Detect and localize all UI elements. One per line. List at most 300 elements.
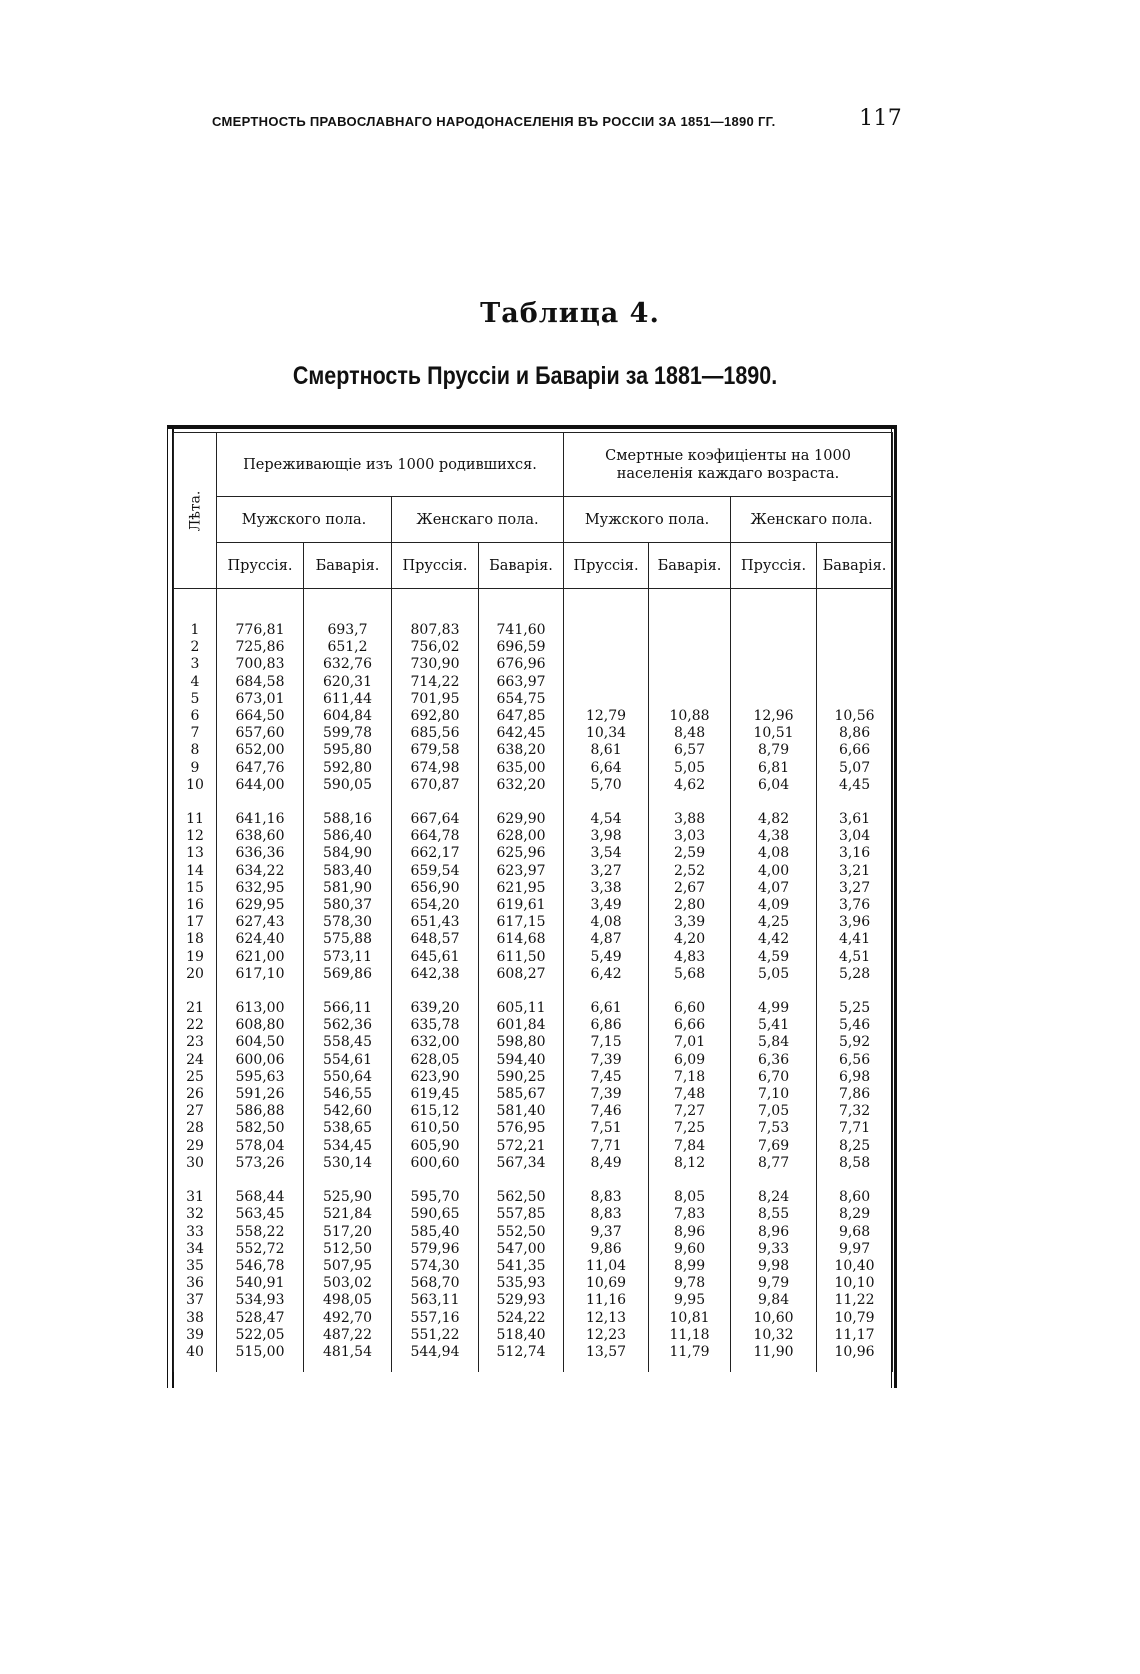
cell-coef-m-prussia: 6,42 <box>564 966 649 983</box>
cell-coef-m-bavaria <box>649 674 731 691</box>
cell-surv-m-bavaria: 512,50 <box>304 1241 392 1258</box>
cell-surv-f-prussia: 632,00 <box>392 1034 479 1051</box>
cell-surv-m-prussia: 568,44 <box>217 1189 304 1206</box>
cell-coef-f-bavaria <box>817 691 893 708</box>
cell-coef-f-bavaria: 5,92 <box>817 1034 893 1051</box>
spacer-cell <box>817 794 893 811</box>
cell-coef-m-prussia: 8,61 <box>564 742 649 759</box>
cell-surv-f-bavaria: 601,84 <box>479 1017 564 1034</box>
spacer-cell <box>564 1172 649 1189</box>
cell-surv-f-bavaria: 562,50 <box>479 1189 564 1206</box>
spacer-cell <box>479 983 564 1000</box>
cell-surv-m-bavaria: 498,05 <box>304 1292 392 1309</box>
spacer-cell <box>649 983 731 1000</box>
table-row <box>174 1327 893 1344</box>
cell-coef-m-bavaria: 7,83 <box>649 1206 731 1223</box>
spacer-cell <box>731 589 817 623</box>
cell-surv-f-prussia: 642,38 <box>392 966 479 983</box>
cell-surv-f-bavaria: 663,97 <box>479 674 564 691</box>
cell-coef-m-prussia <box>564 674 649 691</box>
cell-surv-m-bavaria: 558,45 <box>304 1034 392 1051</box>
spacer-cell <box>817 983 893 1000</box>
cell-coef-m-prussia: 7,71 <box>564 1138 649 1155</box>
cell-yr: 1 <box>174 622 217 639</box>
cell-coef-m-bavaria: 8,99 <box>649 1258 731 1275</box>
spacer-cell <box>479 1361 564 1372</box>
cell-surv-f-bavaria: 535,93 <box>479 1275 564 1292</box>
cell-coef-f-prussia: 8,96 <box>731 1224 817 1241</box>
cell-surv-f-bavaria: 625,96 <box>479 845 564 862</box>
cell-surv-m-prussia: 627,43 <box>217 914 304 931</box>
cell-surv-f-prussia: 595,70 <box>392 1189 479 1206</box>
cell-surv-m-prussia: 632,95 <box>217 880 304 897</box>
cell-surv-m-prussia: 776,81 <box>217 622 304 639</box>
cell-surv-f-bavaria: 676,96 <box>479 656 564 673</box>
cell-surv-m-prussia: 546,78 <box>217 1258 304 1275</box>
cell-surv-f-prussia: 615,12 <box>392 1103 479 1120</box>
cell-coef-f-prussia: 7,69 <box>731 1138 817 1155</box>
cell-surv-f-bavaria: 628,00 <box>479 828 564 845</box>
cell-coef-f-prussia: 4,42 <box>731 931 817 948</box>
cell-surv-f-prussia: 659,54 <box>392 863 479 880</box>
table-row <box>174 1069 893 1086</box>
cell-surv-m-bavaria: 503,02 <box>304 1275 392 1292</box>
cell-coef-f-bavaria: 8,86 <box>817 725 893 742</box>
cell-yr: 32 <box>174 1206 217 1223</box>
cell-coef-m-bavaria <box>649 622 731 639</box>
table-row <box>174 1103 893 1120</box>
cell-coef-m-prussia: 3,38 <box>564 880 649 897</box>
table-row <box>174 845 893 862</box>
table-row <box>174 811 893 828</box>
table-title: Смертность Пруссіи и Баваріи за 1881—1890. <box>292 362 778 390</box>
cell-surv-f-prussia: 628,05 <box>392 1052 479 1069</box>
cell-coef-f-bavaria: 10,40 <box>817 1258 893 1275</box>
cell-coef-f-bavaria <box>817 639 893 656</box>
spacer-cell <box>731 983 817 1000</box>
cell-surv-m-prussia: 634,22 <box>217 863 304 880</box>
cell-coef-m-prussia: 4,08 <box>564 914 649 931</box>
table-row <box>174 1275 893 1292</box>
cell-coef-m-bavaria: 7,01 <box>649 1034 731 1051</box>
spacer-cell <box>174 589 217 623</box>
cell-surv-m-prussia: 641,16 <box>217 811 304 828</box>
col-header-bavaria: Баварія. <box>304 543 392 589</box>
cell-coef-f-bavaria: 6,66 <box>817 742 893 759</box>
cell-coef-f-bavaria: 9,68 <box>817 1224 893 1241</box>
cell-surv-f-bavaria: 585,67 <box>479 1086 564 1103</box>
cell-surv-f-prussia: 574,30 <box>392 1258 479 1275</box>
spacer-cell <box>304 794 392 811</box>
cell-surv-m-prussia: 582,50 <box>217 1120 304 1137</box>
cell-surv-f-bavaria: 642,45 <box>479 725 564 742</box>
cell-surv-m-prussia: 629,95 <box>217 897 304 914</box>
cell-surv-m-prussia: 673,01 <box>217 691 304 708</box>
spacer-row <box>174 1172 893 1189</box>
cell-surv-f-bavaria: 619,61 <box>479 897 564 914</box>
cell-surv-f-prussia: 714,22 <box>392 674 479 691</box>
cell-coef-f-bavaria: 6,98 <box>817 1069 893 1086</box>
cell-surv-f-bavaria: 524,22 <box>479 1310 564 1327</box>
cell-yr: 12 <box>174 828 217 845</box>
cell-surv-f-prussia: 674,98 <box>392 760 479 777</box>
cell-coef-m-bavaria: 2,67 <box>649 880 731 897</box>
cell-surv-m-prussia: 558,22 <box>217 1224 304 1241</box>
cell-surv-f-prussia: 730,90 <box>392 656 479 673</box>
cell-coef-m-prussia: 7,39 <box>564 1086 649 1103</box>
spacer-cell <box>649 1172 731 1189</box>
cell-coef-m-bavaria: 9,78 <box>649 1275 731 1292</box>
cell-surv-f-bavaria: 621,95 <box>479 880 564 897</box>
cell-coef-m-bavaria: 8,96 <box>649 1224 731 1241</box>
cell-surv-f-bavaria: 654,75 <box>479 691 564 708</box>
spacer-cell <box>479 1172 564 1189</box>
cell-surv-m-bavaria: 632,76 <box>304 656 392 673</box>
cell-coef-m-prussia: 10,69 <box>564 1275 649 1292</box>
cell-coef-f-prussia <box>731 691 817 708</box>
cell-coef-m-prussia <box>564 691 649 708</box>
cell-coef-m-bavaria: 7,25 <box>649 1120 731 1137</box>
cell-surv-f-bavaria: 594,40 <box>479 1052 564 1069</box>
cell-surv-f-prussia: 557,16 <box>392 1310 479 1327</box>
cell-surv-m-bavaria: 566,11 <box>304 1000 392 1017</box>
spacer-cell <box>217 794 304 811</box>
cell-surv-f-prussia: 623,90 <box>392 1069 479 1086</box>
cell-yr: 7 <box>174 725 217 742</box>
cell-coef-f-prussia: 8,24 <box>731 1189 817 1206</box>
cell-surv-m-prussia: 638,60 <box>217 828 304 845</box>
spacer-cell <box>392 794 479 811</box>
cell-coef-m-prussia: 8,83 <box>564 1206 649 1223</box>
cell-yr: 33 <box>174 1224 217 1241</box>
table-row <box>174 691 893 708</box>
table-row <box>174 1241 893 1258</box>
cell-surv-m-prussia: 647,76 <box>217 760 304 777</box>
cell-surv-f-bavaria: 581,40 <box>479 1103 564 1120</box>
cell-coef-f-bavaria: 8,29 <box>817 1206 893 1223</box>
spacer-cell <box>649 1361 731 1372</box>
cell-yr: 21 <box>174 1000 217 1017</box>
cell-surv-f-prussia: 551,22 <box>392 1327 479 1344</box>
year-header: Лѣта. <box>174 433 217 589</box>
table-row <box>174 1258 893 1275</box>
cell-surv-f-bavaria: 590,25 <box>479 1069 564 1086</box>
cell-coef-m-bavaria: 7,48 <box>649 1086 731 1103</box>
cell-surv-m-bavaria: 583,40 <box>304 863 392 880</box>
cell-surv-m-bavaria: 546,55 <box>304 1086 392 1103</box>
cell-coef-m-bavaria: 8,48 <box>649 725 731 742</box>
survivors-male-header: Мужского пола. <box>217 497 392 543</box>
cell-coef-f-prussia: 4,07 <box>731 880 817 897</box>
table-row <box>174 708 893 725</box>
table-row <box>174 1138 893 1155</box>
cell-yr: 27 <box>174 1103 217 1120</box>
cell-coef-f-prussia: 10,32 <box>731 1327 817 1344</box>
cell-surv-f-bavaria: 598,80 <box>479 1034 564 1051</box>
spacer-cell <box>817 1361 893 1372</box>
cell-surv-f-prussia: 692,80 <box>392 708 479 725</box>
cell-coef-m-prussia: 3,98 <box>564 828 649 845</box>
cell-coef-f-bavaria: 5,25 <box>817 1000 893 1017</box>
cell-surv-f-bavaria: 617,15 <box>479 914 564 931</box>
cell-coef-m-prussia: 3,27 <box>564 863 649 880</box>
cell-surv-f-prussia: 679,58 <box>392 742 479 759</box>
cell-coef-m-bavaria: 5,05 <box>649 760 731 777</box>
cell-surv-m-prussia: 552,72 <box>217 1241 304 1258</box>
spacer-cell <box>217 1172 304 1189</box>
cell-coef-f-bavaria: 10,10 <box>817 1275 893 1292</box>
cell-coef-m-bavaria: 5,68 <box>649 966 731 983</box>
cell-coef-f-prussia: 4,08 <box>731 845 817 862</box>
spacer-cell <box>392 1361 479 1372</box>
cell-coef-m-bavaria: 9,95 <box>649 1292 731 1309</box>
cell-surv-m-bavaria: 530,14 <box>304 1155 392 1172</box>
cell-coef-f-bavaria: 7,71 <box>817 1120 893 1137</box>
cell-surv-f-bavaria: 635,00 <box>479 760 564 777</box>
cell-surv-m-prussia: 700,83 <box>217 656 304 673</box>
table-row <box>174 1052 893 1069</box>
spacer-cell <box>174 794 217 811</box>
spacer-cell <box>649 589 731 623</box>
spacer-cell <box>304 1172 392 1189</box>
cell-coef-m-bavaria: 6,60 <box>649 1000 731 1017</box>
cell-coef-m-bavaria: 4,62 <box>649 777 731 794</box>
cell-coef-m-prussia: 7,15 <box>564 1034 649 1051</box>
cell-coef-f-bavaria <box>817 656 893 673</box>
cell-surv-m-bavaria: 521,84 <box>304 1206 392 1223</box>
cell-surv-m-prussia: 573,26 <box>217 1155 304 1172</box>
cell-surv-m-prussia: 595,63 <box>217 1069 304 1086</box>
cell-coef-f-bavaria: 5,07 <box>817 760 893 777</box>
table-row <box>174 777 893 794</box>
cell-surv-m-prussia: 563,45 <box>217 1206 304 1223</box>
table-row <box>174 1155 893 1172</box>
cell-coef-f-bavaria: 3,76 <box>817 897 893 914</box>
cell-yr: 15 <box>174 880 217 897</box>
cell-coef-m-bavaria <box>649 691 731 708</box>
spacer-cell <box>649 794 731 811</box>
cell-surv-f-prussia: 756,02 <box>392 639 479 656</box>
cell-surv-m-bavaria: 492,70 <box>304 1310 392 1327</box>
spacer-row <box>174 983 893 1000</box>
cell-surv-f-bavaria: 512,74 <box>479 1344 564 1361</box>
cell-surv-m-prussia: 613,00 <box>217 1000 304 1017</box>
cell-surv-f-prussia: 685,56 <box>392 725 479 742</box>
cell-yr: 19 <box>174 949 217 966</box>
spacer-cell <box>174 1172 217 1189</box>
cell-surv-m-bavaria: 611,44 <box>304 691 392 708</box>
cell-coef-f-prussia: 4,09 <box>731 897 817 914</box>
cell-surv-m-bavaria: 580,37 <box>304 897 392 914</box>
cell-coef-m-prussia: 8,83 <box>564 1189 649 1206</box>
cell-coef-m-prussia: 6,61 <box>564 1000 649 1017</box>
cell-coef-m-bavaria <box>649 639 731 656</box>
cell-surv-f-prussia: 590,65 <box>392 1206 479 1223</box>
cell-coef-m-prussia <box>564 656 649 673</box>
cell-coef-f-prussia: 9,84 <box>731 1292 817 1309</box>
table-label: Таблица 4. <box>480 298 660 329</box>
cell-coef-f-prussia: 8,77 <box>731 1155 817 1172</box>
cell-surv-m-bavaria: 538,65 <box>304 1120 392 1137</box>
cell-yr: 29 <box>174 1138 217 1155</box>
cell-coef-m-prussia: 10,34 <box>564 725 649 742</box>
cell-yr: 25 <box>174 1069 217 1086</box>
cell-surv-f-bavaria: 529,93 <box>479 1292 564 1309</box>
cell-coef-f-prussia: 9,98 <box>731 1258 817 1275</box>
cell-surv-f-prussia: 568,70 <box>392 1275 479 1292</box>
spacer-cell <box>564 589 649 623</box>
table-row <box>174 1224 893 1241</box>
cell-surv-f-bavaria: 629,90 <box>479 811 564 828</box>
cell-surv-f-bavaria: 541,35 <box>479 1258 564 1275</box>
cell-coef-f-prussia: 4,59 <box>731 949 817 966</box>
table-row <box>174 1344 893 1361</box>
cell-coef-m-prussia <box>564 622 649 639</box>
cell-coef-m-bavaria: 2,52 <box>649 863 731 880</box>
cell-coef-f-prussia: 7,05 <box>731 1103 817 1120</box>
cell-coef-m-bavaria: 3,39 <box>649 914 731 931</box>
cell-surv-m-bavaria: 517,20 <box>304 1224 392 1241</box>
table-row <box>174 949 893 966</box>
cell-coef-f-prussia: 5,05 <box>731 966 817 983</box>
cell-surv-m-bavaria: 578,30 <box>304 914 392 931</box>
cell-surv-m-prussia: 621,00 <box>217 949 304 966</box>
cell-coef-m-prussia: 11,04 <box>564 1258 649 1275</box>
cell-yr: 4 <box>174 674 217 691</box>
cell-coef-f-prussia: 6,04 <box>731 777 817 794</box>
spacer-cell <box>174 983 217 1000</box>
cell-surv-f-bavaria: 696,59 <box>479 639 564 656</box>
cell-coef-f-bavaria: 5,46 <box>817 1017 893 1034</box>
spacer-cell <box>392 1172 479 1189</box>
cell-surv-f-bavaria: 611,50 <box>479 949 564 966</box>
cell-coef-f-bavaria: 4,41 <box>817 931 893 948</box>
cell-surv-m-prussia: 617,10 <box>217 966 304 983</box>
cell-coef-m-prussia: 6,86 <box>564 1017 649 1034</box>
cell-coef-f-bavaria: 10,79 <box>817 1310 893 1327</box>
table-row <box>174 1292 893 1309</box>
cell-coef-m-bavaria <box>649 656 731 673</box>
cell-surv-f-bavaria: 647,85 <box>479 708 564 725</box>
cell-yr: 39 <box>174 1327 217 1344</box>
cell-surv-m-bavaria: 534,45 <box>304 1138 392 1155</box>
cell-coef-f-prussia: 4,99 <box>731 1000 817 1017</box>
cell-surv-f-bavaria: 552,50 <box>479 1224 564 1241</box>
cell-surv-m-bavaria: 693,7 <box>304 622 392 639</box>
spacer-row <box>174 589 893 623</box>
cell-surv-f-prussia: 667,64 <box>392 811 479 828</box>
cell-coef-f-prussia: 7,53 <box>731 1120 817 1137</box>
spacer-cell <box>564 794 649 811</box>
cell-coef-f-bavaria: 11,17 <box>817 1327 893 1344</box>
spacer-cell <box>217 589 304 623</box>
spacer-cell <box>731 1361 817 1372</box>
cell-surv-f-prussia: 807,83 <box>392 622 479 639</box>
cell-coef-f-bavaria: 7,86 <box>817 1086 893 1103</box>
cell-surv-m-prussia: 657,60 <box>217 725 304 742</box>
cell-surv-f-prussia: 635,78 <box>392 1017 479 1034</box>
cell-surv-f-bavaria: 567,34 <box>479 1155 564 1172</box>
running-head <box>212 106 902 131</box>
cell-surv-f-bavaria: 557,85 <box>479 1206 564 1223</box>
cell-coef-f-prussia: 6,36 <box>731 1052 817 1069</box>
cell-surv-m-bavaria: 604,84 <box>304 708 392 725</box>
cell-surv-f-bavaria: 576,95 <box>479 1120 564 1137</box>
cell-coef-f-prussia: 6,81 <box>731 760 817 777</box>
cell-yr: 6 <box>174 708 217 725</box>
table-row <box>174 880 893 897</box>
cell-surv-f-prussia: 639,20 <box>392 1000 479 1017</box>
cell-surv-f-bavaria: 572,21 <box>479 1138 564 1155</box>
cell-surv-m-bavaria: 542,60 <box>304 1103 392 1120</box>
cell-coef-m-bavaria: 10,81 <box>649 1310 731 1327</box>
cell-surv-f-bavaria: 547,00 <box>479 1241 564 1258</box>
cell-coef-m-prussia: 7,45 <box>564 1069 649 1086</box>
cell-coef-m-bavaria: 8,05 <box>649 1189 731 1206</box>
cell-surv-m-prussia: 664,50 <box>217 708 304 725</box>
cell-yr: 17 <box>174 914 217 931</box>
table-row <box>174 1189 893 1206</box>
spacer-cell <box>479 589 564 623</box>
cell-coef-m-prussia: 8,49 <box>564 1155 649 1172</box>
cell-coef-m-prussia: 9,86 <box>564 1241 649 1258</box>
cell-coef-m-bavaria: 4,20 <box>649 931 731 948</box>
cell-coef-f-bavaria: 6,56 <box>817 1052 893 1069</box>
cell-yr: 22 <box>174 1017 217 1034</box>
cell-surv-m-prussia: 591,26 <box>217 1086 304 1103</box>
mortality-table <box>173 432 893 1372</box>
spacer-cell <box>217 1361 304 1372</box>
cell-surv-f-prussia: 544,94 <box>392 1344 479 1361</box>
cell-yr: 36 <box>174 1275 217 1292</box>
cell-coef-m-bavaria: 11,79 <box>649 1344 731 1361</box>
cell-yr: 40 <box>174 1344 217 1361</box>
cell-coef-f-prussia <box>731 674 817 691</box>
cell-surv-m-bavaria: 599,78 <box>304 725 392 742</box>
cell-coef-f-prussia: 4,82 <box>731 811 817 828</box>
cell-surv-m-bavaria: 525,90 <box>304 1189 392 1206</box>
table-row <box>174 1017 893 1034</box>
cell-coef-f-prussia: 8,55 <box>731 1206 817 1223</box>
cell-surv-m-prussia: 600,06 <box>217 1052 304 1069</box>
cell-surv-f-bavaria: 518,40 <box>479 1327 564 1344</box>
cell-surv-m-prussia: 636,36 <box>217 845 304 862</box>
cell-coef-f-prussia: 5,84 <box>731 1034 817 1051</box>
spacer-cell <box>731 794 817 811</box>
table-row <box>174 656 893 673</box>
cell-surv-f-prussia: 664,78 <box>392 828 479 845</box>
spacer-cell <box>217 983 304 1000</box>
cell-coef-m-bavaria: 2,80 <box>649 897 731 914</box>
cell-surv-m-prussia: 528,47 <box>217 1310 304 1327</box>
cell-coef-m-prussia: 12,79 <box>564 708 649 725</box>
cell-coef-f-bavaria: 8,58 <box>817 1155 893 1172</box>
spacer-cell <box>564 983 649 1000</box>
table-row <box>174 1034 893 1051</box>
cell-surv-f-bavaria: 623,97 <box>479 863 564 880</box>
cell-yr: 35 <box>174 1258 217 1275</box>
cell-surv-m-prussia: 540,91 <box>217 1275 304 1292</box>
cell-surv-m-prussia: 515,00 <box>217 1344 304 1361</box>
table-row <box>174 1310 893 1327</box>
cell-coef-m-prussia: 11,16 <box>564 1292 649 1309</box>
cell-yr: 13 <box>174 845 217 862</box>
cell-surv-m-bavaria: 550,64 <box>304 1069 392 1086</box>
cell-yr: 2 <box>174 639 217 656</box>
cell-coef-f-prussia: 8,79 <box>731 742 817 759</box>
cell-surv-f-prussia: 670,87 <box>392 777 479 794</box>
cell-coef-m-bavaria: 11,18 <box>649 1327 731 1344</box>
